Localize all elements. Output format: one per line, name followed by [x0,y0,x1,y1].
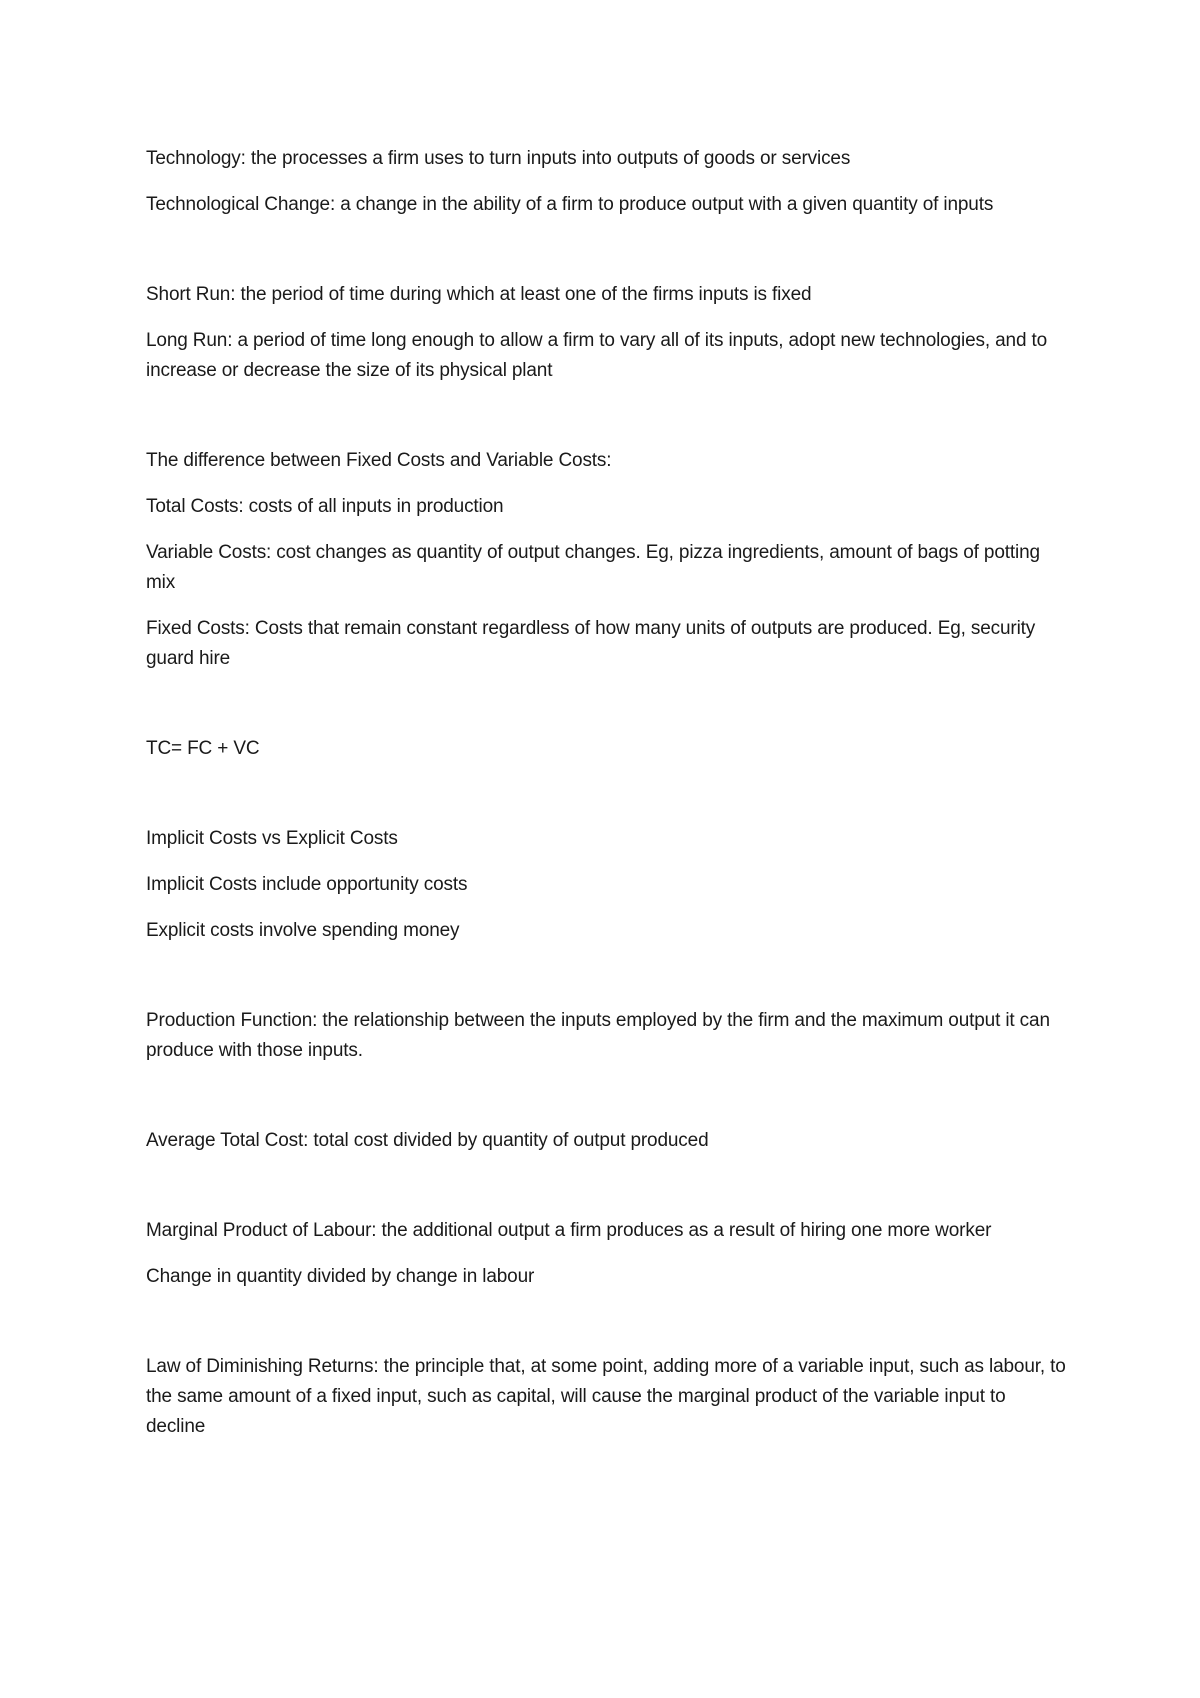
definition-short-run: Short Run: the period of time during which at least one of the firms inputs is fixed [146,284,812,305]
definition-variable-costs: Variable Costs: cost changes as quantity of output changes. Eg, pizza ingredients, amount of bags of potting mix [146,542,1040,593]
definition-total-costs: Total Costs: costs of all inputs in production [146,496,504,517]
note-marginal-product-formula: Change in quantity divided by change in labour [146,1266,535,1287]
definition-marginal-product-labour: Marginal Product of Labour: the additional output a firm produces as a result of hiring one more worker [146,1220,992,1241]
definition-average-total-cost: Average Total Cost: total cost divided by quantity of output produced [146,1130,709,1151]
heading-fixed-vs-variable: The difference between Fixed Costs and Variable Costs: [146,450,612,471]
document-body [146,144,1066,1442]
definition-law-diminishing-returns: Law of Diminishing Returns: the principle that, at some point, adding more of a variable input, such as labour, to the same amount of a fixed input, such as capital, will cause the marginal product of the variable input to decline [146,1356,1066,1437]
note-implicit-costs: Implicit Costs include opportunity costs [146,874,468,895]
note-explicit-costs: Explicit costs involve spending money [146,920,460,941]
formula-total-cost: TC= FC + VC [146,738,260,759]
definition-technology: Technology: the processes a firm uses to turn inputs into outputs of goods or services [146,148,851,169]
definition-production-function: Production Function: the relationship between the inputs employed by the firm and the maximum output it can produce with those inputs. [146,1010,1050,1061]
definition-fixed-costs: Fixed Costs: Costs that remain constant regardless of how many units of outputs are produced. Eg, security guard hire [146,618,1036,669]
definition-long-run: Long Run: a period of time long enough to allow a firm to vary all of its inputs, adopt new technologies, and to increase or decrease the size of its physical plant [146,330,1048,381]
definition-technological-change: Technological Change: a change in the ability of a firm to produce output with a given quantity of inputs [146,194,994,215]
heading-implicit-vs-explicit: Implicit Costs vs Explicit Costs [146,828,398,849]
